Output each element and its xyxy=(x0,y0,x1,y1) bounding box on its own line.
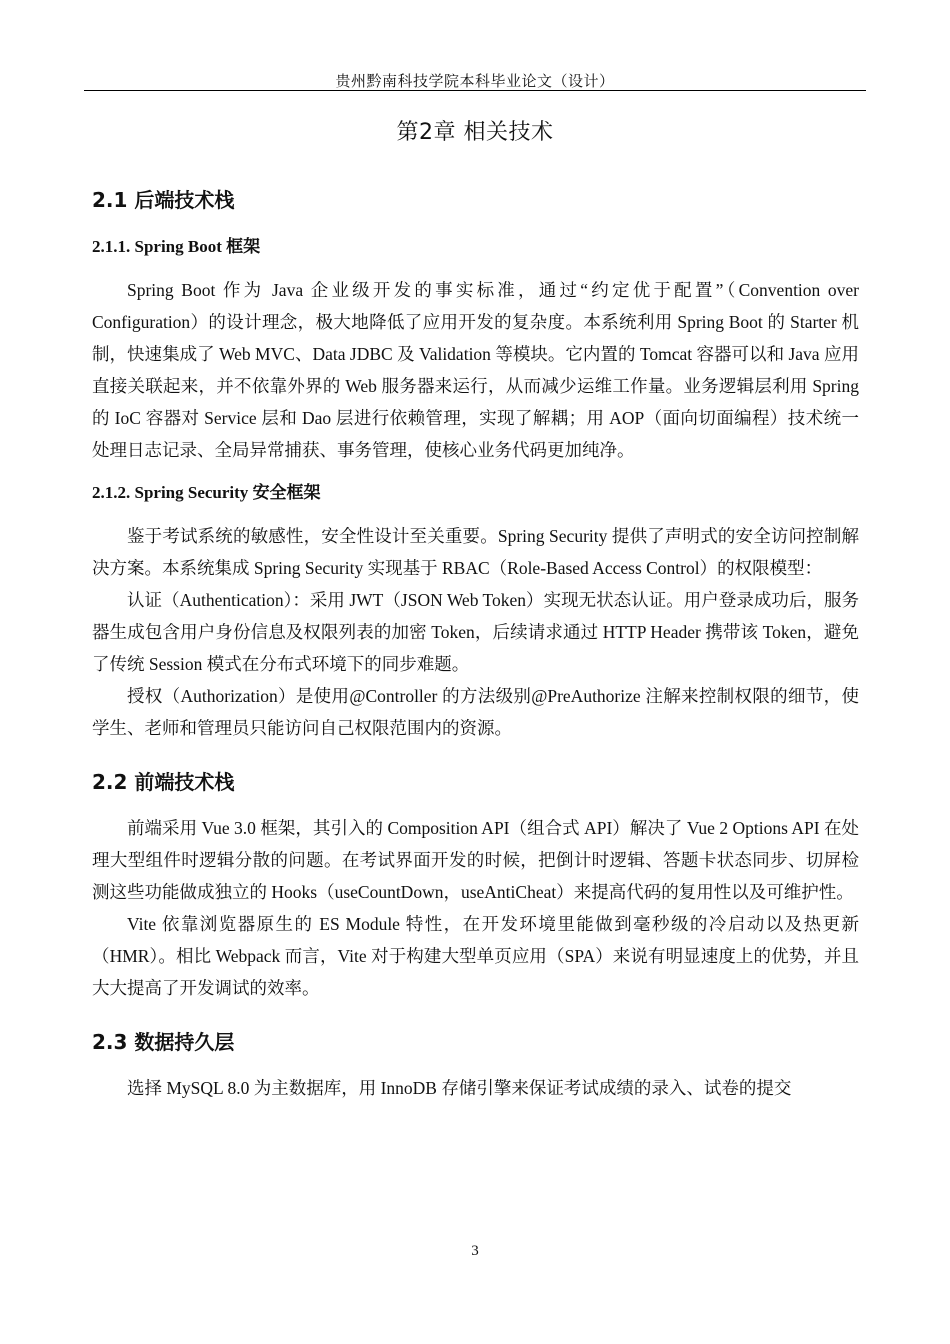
subsection-heading-prefix: 2.1.1. Spring Boot xyxy=(92,237,227,256)
header-rule xyxy=(84,90,866,91)
paragraph-vite: Vite 依靠浏览器原生的 ES Module 特性，在开发环境里能做到毫秒级的冷启动以及热更新（HMR）。相比 Webpack 而言，Vite 对于构建大型单页应用（SPA）来说有明显速度上的优势，并且大大提高了开发调试的效率。 xyxy=(92,914,859,998)
paragraph-authentication: 认证（Authentication）：采用 JWT（JSON Web Token）实现无状态认证。用户登录成功后，服务器生成包含用户身份信息及权限列表的加密 Token，后续请求通过 HTTP Header 携带该 Token，避免了传统 Session 模式在分布式环境下的同步难题。 xyxy=(92,590,859,674)
paragraph-mysql: 选择 MySQL 8.0 为主数据库，用 InnoDB 存储引擎来保证考试成绩的录入、试卷的提交 xyxy=(127,1078,792,1098)
paragraph-spring-boot: Spring Boot 作为 Java 企业级开发的事实标准，通过“约定优于配置”（Convention over Configuration）的设计理念，极大地降低了应用开发的复杂度。本系统利用 Spring Boot 的 Starter 机制，快速集成了 Web MVC、Data JDBC 及 Validation 等模块。它内置的 Tomcat 容器可以和 Java 应用直接关联起来，并不依靠外界的 Web 服务器来运行，从而减少运维工作量。业务逻辑层利用 Spring 的 IoC 容器对 Service 层和 Dao 层进行依赖管理，实现了解耦；用 AOP（面向切面编程）技术统一处理日志记录、全局异常捕获、事务管理，使核心业务代码更加纯净。 xyxy=(92,280,859,460)
subsection-heading-prefix: 2.1.2. Spring Security xyxy=(92,483,253,502)
section-heading-2-1: 2.1 后端技术栈 xyxy=(92,188,235,212)
subsection-heading-2-1-1 xyxy=(92,230,859,264)
section-heading-2-2: 2.2 前端技术栈 xyxy=(92,770,235,794)
running-header: 贵州黔南科技学院本科毕业论文（设计） xyxy=(335,74,615,90)
paragraph-authorization: 授权（Authorization）是使用@Controller 的方法级别@PreAuthorize 注解来控制权限的细节，使学生、老师和管理员只能访问自己权限范围内的资源。 xyxy=(92,686,859,738)
paragraph-security-intro: 鉴于考试系统的敏感性，安全性设计至关重要。Spring Security 提供了声明式的安全访问控制解决方案。本系统集成 Spring Security 实现基于 RBAC（Role-Based Access Control）的权限模型： xyxy=(92,526,859,578)
page-number: 3 xyxy=(471,1243,479,1259)
subsection-heading-title: 框架 xyxy=(226,237,261,257)
subsection-heading-2-1-2 xyxy=(92,476,859,510)
section-heading-2-3: 2.3 数据持久层 xyxy=(92,1030,235,1054)
body-content xyxy=(92,180,859,1104)
subsection-heading-title: 安全框架 xyxy=(252,483,321,503)
chapter-title: 第2章 相关技术 xyxy=(396,120,554,145)
paragraph-vue: 前端采用 Vue 3.0 框架，其引入的 Composition API（组合式 API）解决了 Vue 2 Options API 在处理大型组件时逻辑分散的问题。在考试界面开发的时候，把倒计时逻辑、答题卡状态同步、切屏检测这些功能做成独立的 Hooks（useCountDown，useAntiCheat）来提高代码的复用性以及可维护性。 xyxy=(92,818,859,902)
